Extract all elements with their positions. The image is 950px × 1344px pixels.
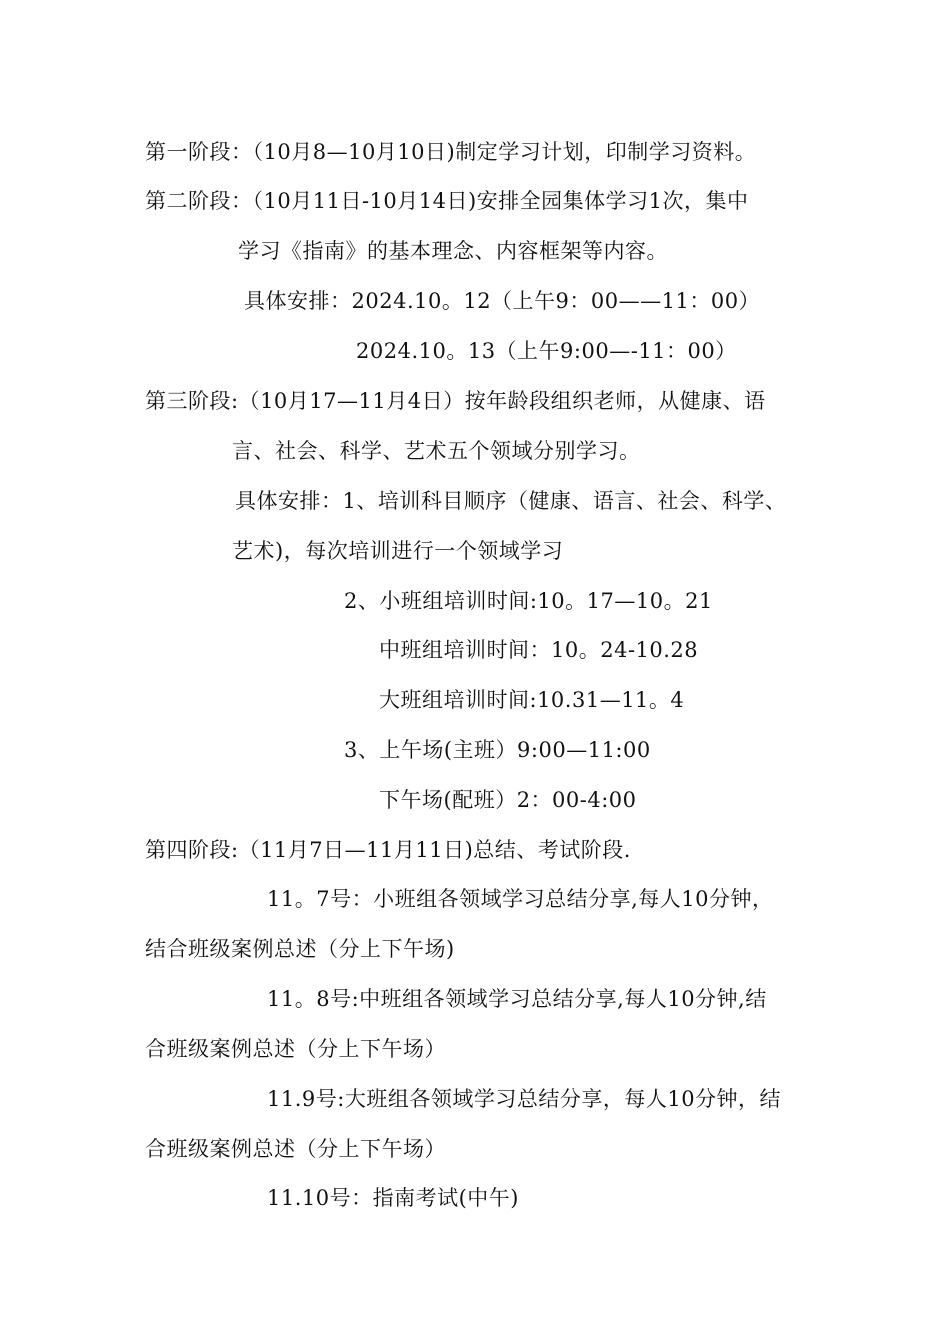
stage-3-schedule-2-middle: 中班组培训时间：10。24-10.28 [379,638,699,662]
stage-4-day-7: 11。7号：小班组各领域学习总结分享,每人10分钟， [267,887,774,911]
stage-2-continuation: 学习《指南》的基本理念、内容框架等内容。 [238,239,668,263]
stage-3-schedule-2-small: 2、小班组培训时间:10。17—10。21 [344,589,713,613]
stage-3-continuation: 言、社会、科学、艺术五个领域分别学习。 [232,439,641,463]
stage-4-day-8: 11。8号:中班组各领域学习总结分享,每人10分钟,结 [267,987,767,1011]
stage-3-schedule-3-afternoon: 下午场(配班）2：00-4:00 [379,788,637,812]
stage-2-schedule-2: 2024.10。13（上午9:00—-11：00） [356,339,737,363]
stage-4-day-8-continuation: 合班级案例总述（分上下午场） [145,1037,446,1061]
stage-3-schedule-3-morning: 3、上午场(主班）9:00—11:00 [344,738,651,762]
stage-4-day-9-continuation: 合班级案例总述（分上下午场） [145,1137,446,1161]
stage-3-schedule-2-large: 大班组培训时间:10.31—11。4 [379,688,685,712]
stage-4-day-10: 11.10号：指南考试(中午) [267,1186,520,1210]
stage-4-day-7-continuation: 结合班级案例总述（分上下午场) [145,937,455,961]
stage-4-day-9: 11.9号:大班组各领域学习总结分享，每人10分钟，结 [267,1087,782,1111]
stage-3-line: 第三阶段:（10月17—11月4日）按年龄段组织老师，从健康、语 [145,389,766,413]
stage-2-schedule-1: 具体安排：2024.10。12（上午9：00——11：00） [244,289,761,313]
stage-2-line: 第二阶段：（10月11日-10月14日)安排全园集体学习1次，集中 [145,189,749,213]
stage-4-line: 第四阶段:（11月7日—11月11日)总结、考试阶段. [145,838,631,862]
stage-3-schedule-1-continuation: 艺术)，每次培训进行一个领域学习 [232,539,564,563]
stage-3-schedule-1: 具体安排：1、培训科目顺序（健康、语言、社会、科学、 [235,489,787,513]
stage-1-line: 第一阶段：（10月8—10月10日)制定学习计划，印制学习资料。 [145,140,757,164]
